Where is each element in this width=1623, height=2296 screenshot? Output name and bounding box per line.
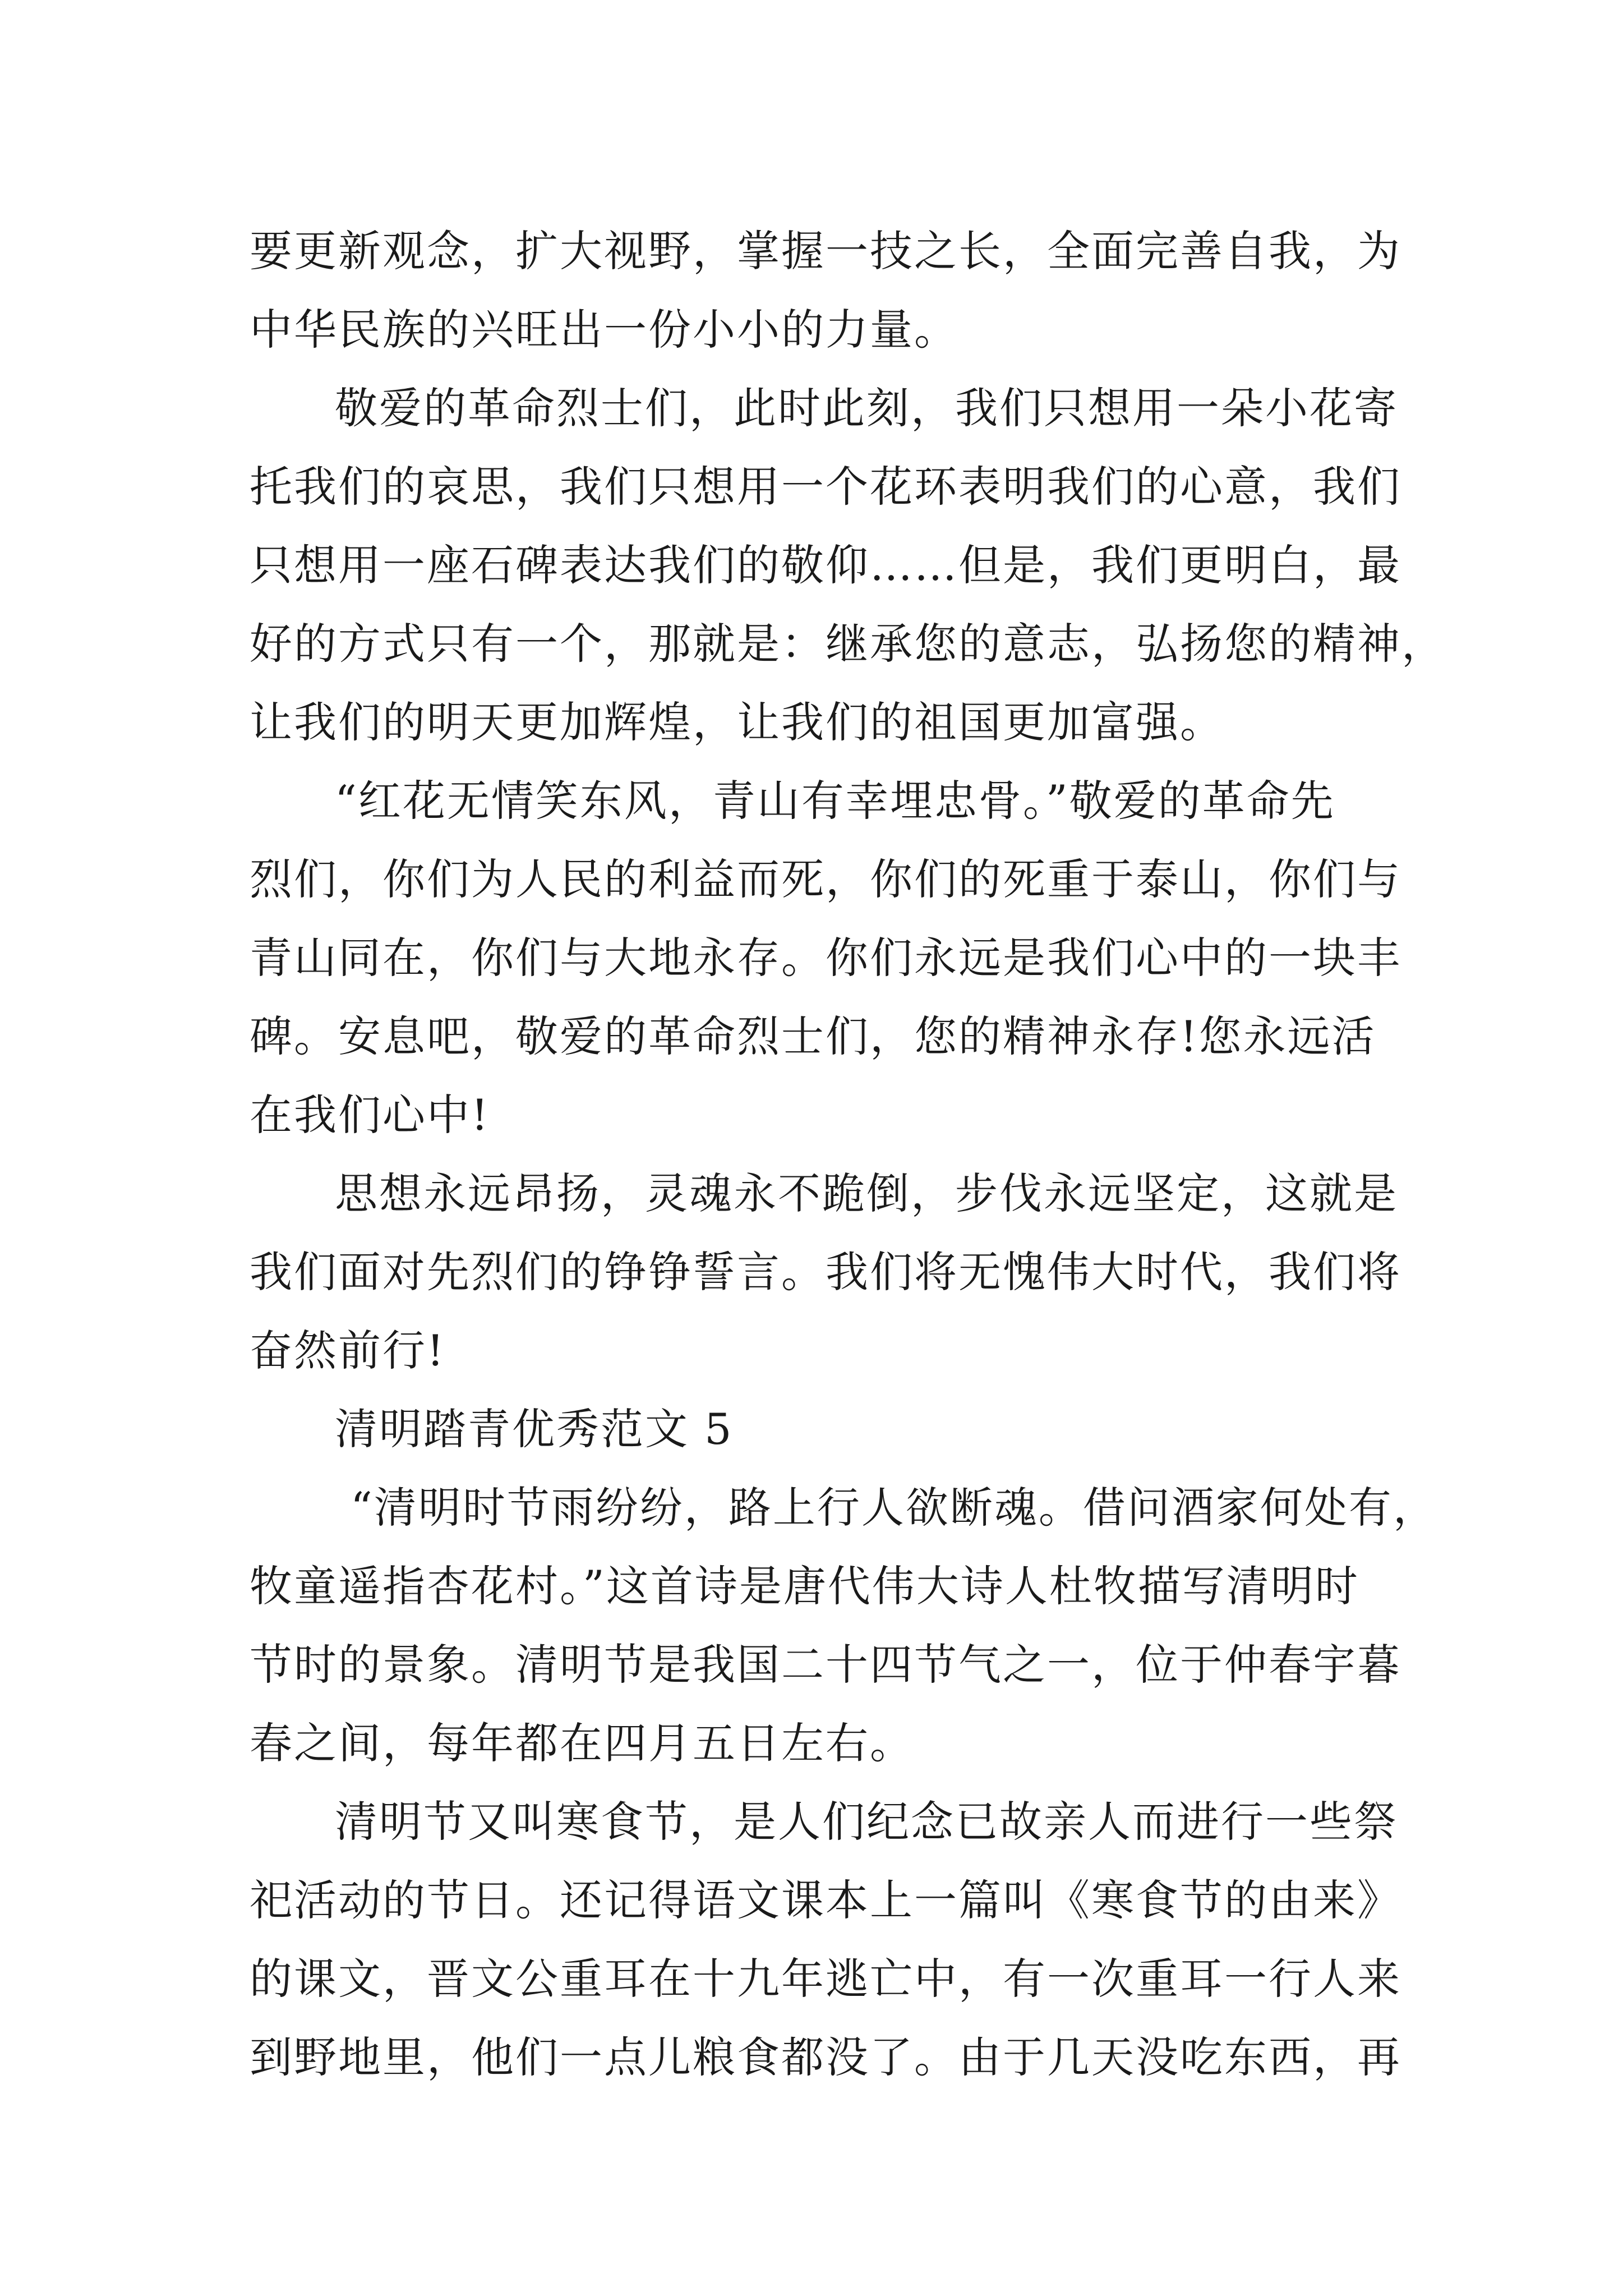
- text-line: 烈们，你们为人民的利益而死，你们的死重于泰山，你们与: [250, 854, 1401, 904]
- text-line: 让我们的明天更加辉煌，让我们的祖国更加富强。: [250, 697, 1224, 747]
- text-line: 好的方式只有一个，那就是：继承您的意志，弘扬您的精神，: [250, 619, 1446, 669]
- text-line: 祀活动的节日。还记得语文课本上一篇叫《寒食节的由来》: [250, 1875, 1401, 1925]
- section-heading: 清明踏青优秀范文 5: [335, 1404, 734, 1454]
- text-line: 奋然前行!: [250, 1326, 446, 1375]
- text-line: 要更新观念，扩大视野，掌握一技之长，全面完善自我，为: [250, 226, 1401, 276]
- text-line: 的课文，晋文公重耳在十九年逃亡中，有一次重耳一行人来: [250, 1954, 1401, 2004]
- text-line: 春之间，每年都在四月五日左右。: [250, 1718, 914, 1768]
- paragraph-start-line: 思想永远昂扬，灵魂永不跪倒，步伐永远坚定，这就是: [335, 1168, 1398, 1218]
- paragraph-start-line: 清明节又叫寒食节，是人们纪念已故亲人而进行一些祭: [335, 1797, 1398, 1847]
- document-body: [250, 212, 1446, 2097]
- text-line: 在我们心中!: [250, 1090, 490, 1140]
- text-line: 牧童遥指杏花村。”这首诗是唐代伟大诗人杜牧描写清明时: [250, 1561, 1359, 1611]
- text-line: 节时的景象。清明节是我国二十四节气之一，位于仲春宇暮: [250, 1640, 1401, 1690]
- paragraph-start-line: “清明时节雨纷纷，路上行人欲断魂。借问酒家何处有，: [351, 1483, 1437, 1533]
- text-line: 到野地里，他们一点儿粮食都没了。由于几天没吃东西，再: [250, 2032, 1401, 2082]
- text-line: 我们面对先烈们的铮铮誓言。我们将无愧伟大时代，我们将: [250, 1247, 1401, 1297]
- paragraph-start-line: 敬爱的革命烈士们，此时此刻，我们只想用一朵小花寄: [335, 383, 1398, 433]
- paragraph-start-line: “红花无情笑东风，青山有幸埋忠骨。”敬爱的革命先: [335, 776, 1335, 826]
- text-line: 碑。安息吧，敬爱的革命烈士们，您的精神永存!您永远活: [250, 1011, 1376, 1061]
- text-line: 只想用一座石碑表达我们的敬仰……但是，我们更明白，最: [250, 540, 1401, 590]
- text-line: 托我们的哀思，我们只想用一个花环表明我们的心意，我们: [250, 462, 1401, 512]
- text-line: 青山同在，你们与大地永存。你们永远是我们心中的一块丰: [250, 933, 1401, 983]
- text-line: 中华民族的兴旺出一份小小的力量。: [250, 305, 958, 355]
